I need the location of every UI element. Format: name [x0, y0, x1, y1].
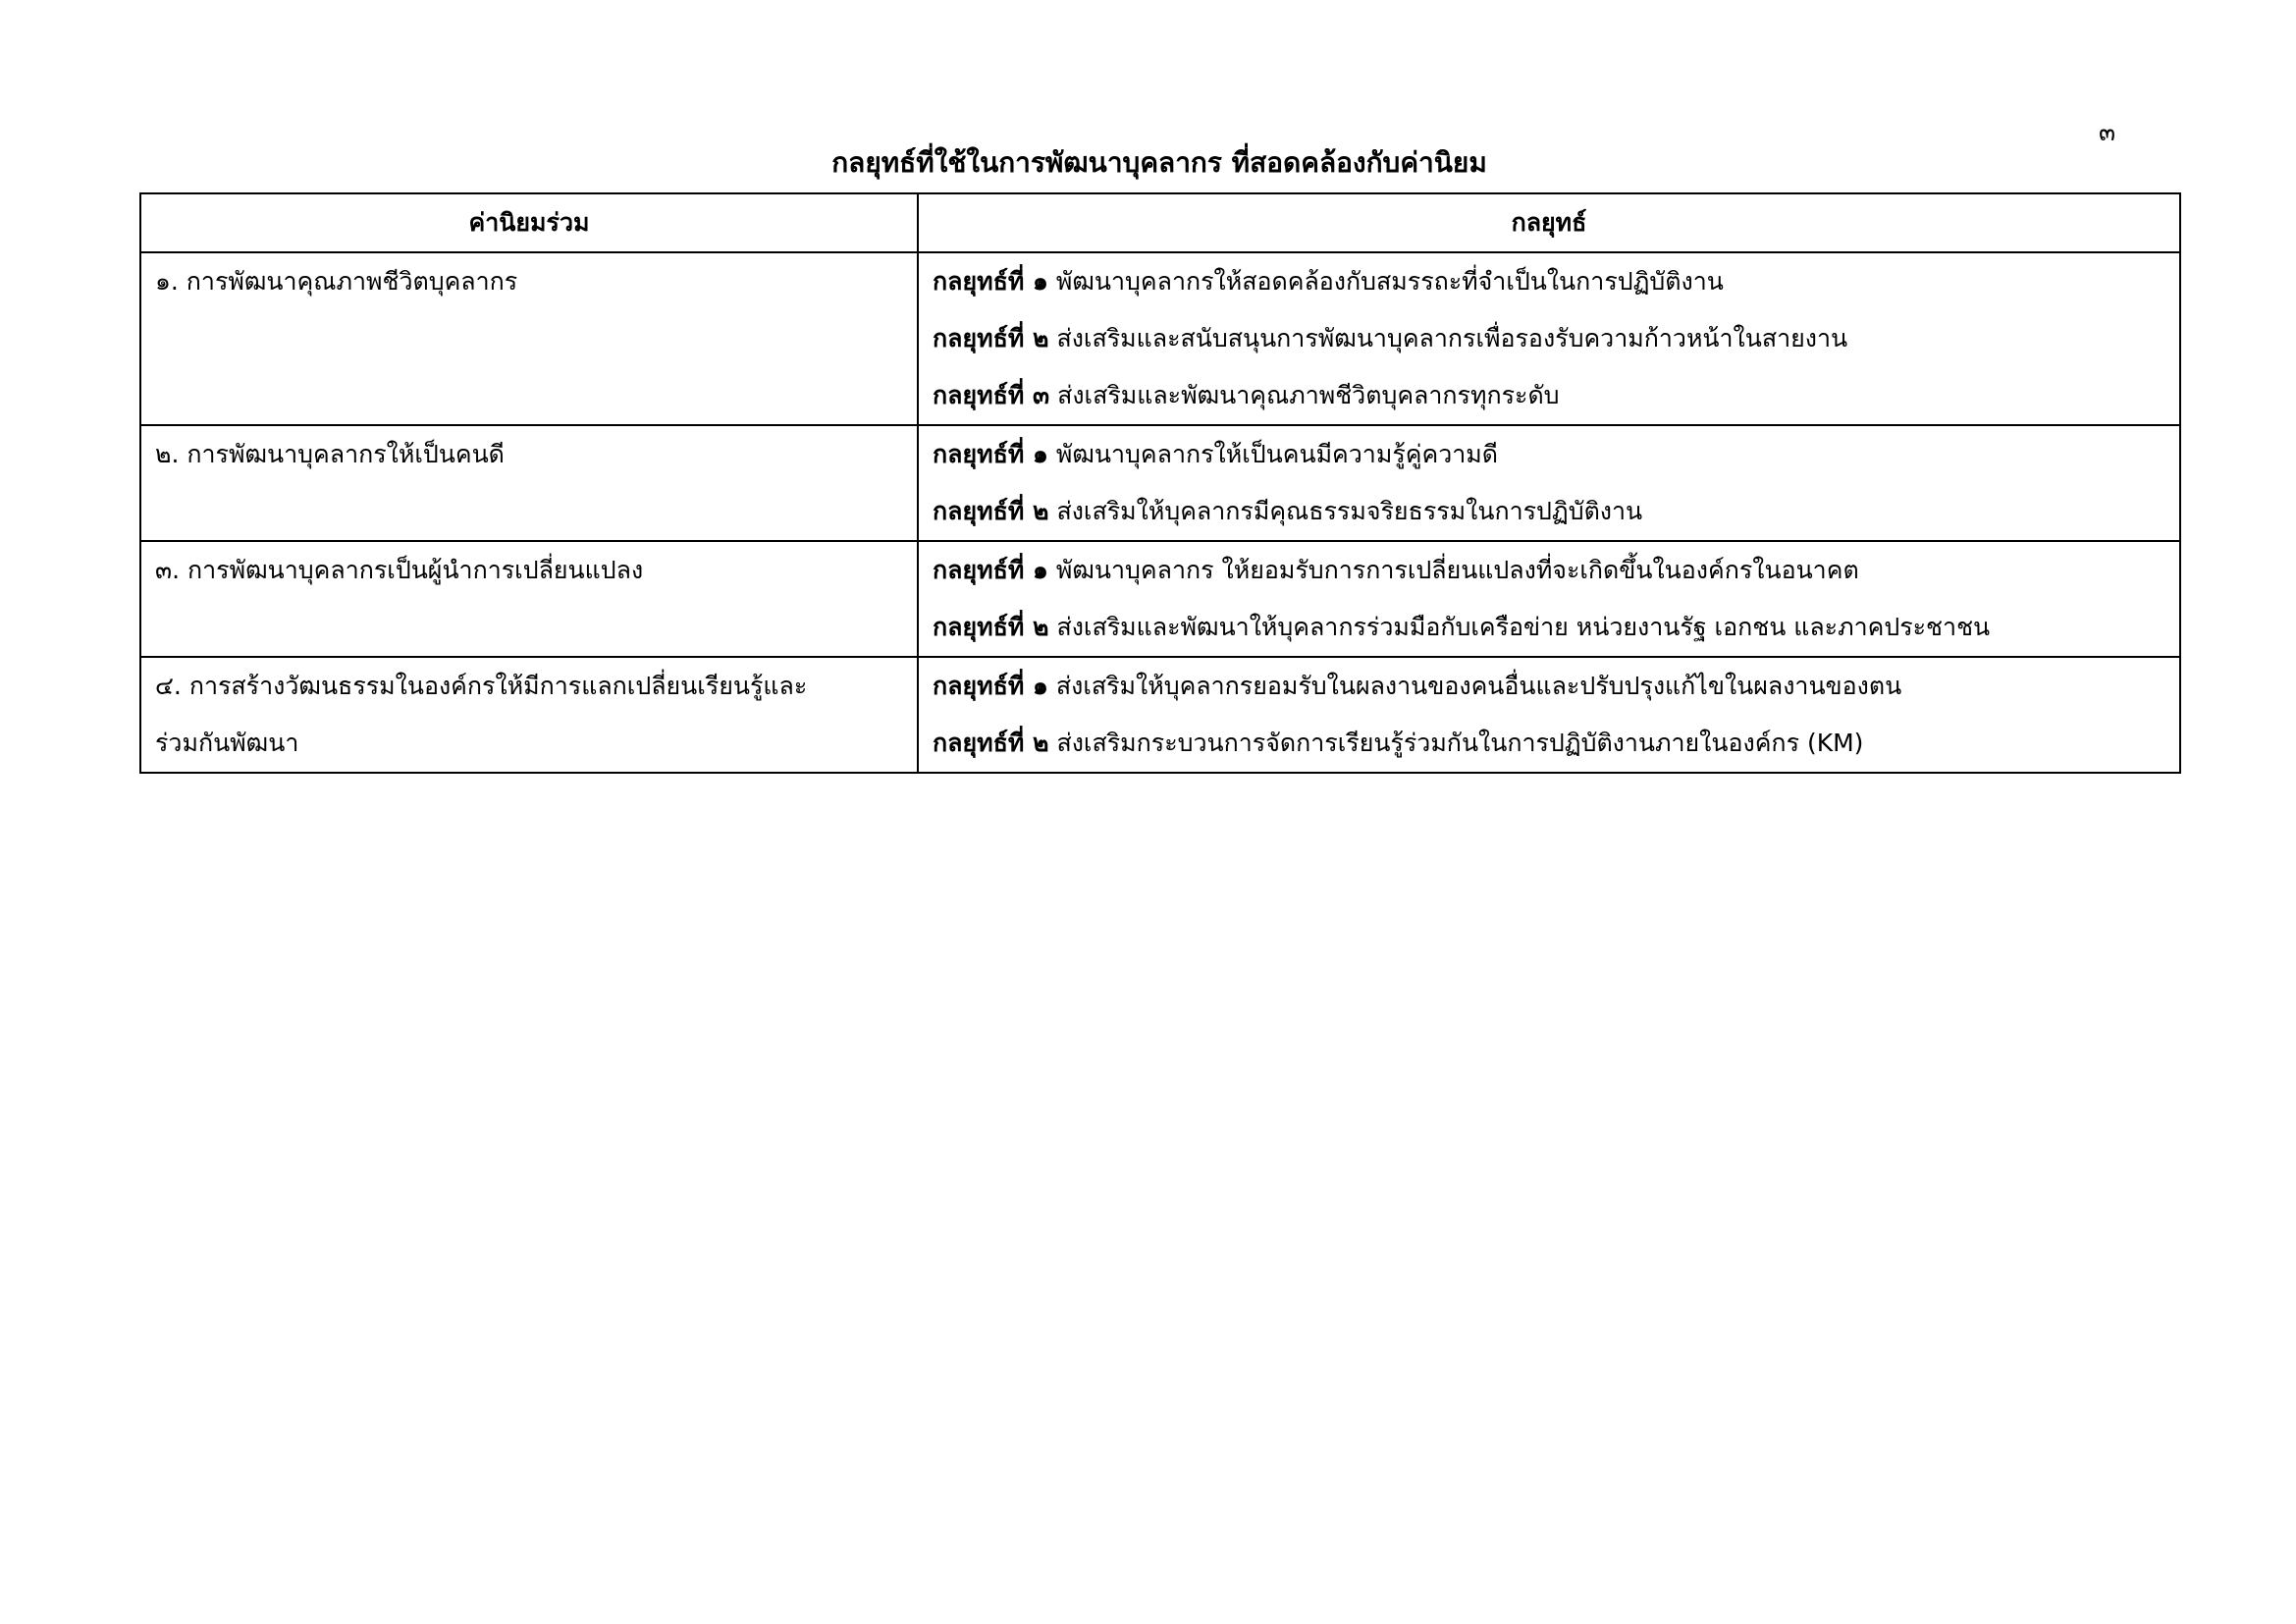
- shared-value-cell: [140, 541, 918, 657]
- page-number: ๓: [2099, 118, 2116, 146]
- strategy-text: ส่งเสริมและพัฒนาคุณภาพชีวิตบุคลากรทุกระดับ: [1049, 381, 1560, 409]
- strategy-line: [933, 715, 2165, 772]
- shared-value-cell: [140, 425, 918, 541]
- shared-value-cell: [140, 252, 918, 425]
- table-row: [140, 425, 2180, 541]
- table-row: [140, 252, 2180, 425]
- strategy-text: ส่งเสริมกระบวนการจัดการเรียนรู้ร่วมกันในการปฏิบัติงานภายในองค์กร (KM): [1048, 729, 1864, 757]
- table-row: [140, 541, 2180, 657]
- strategies-cell: [918, 252, 2180, 425]
- header-strategies: กลยุทธ์: [918, 193, 2180, 252]
- strategy-text: ส่งเสริมและสนับสนุนการพัฒนาบุคลากรเพื่อรองรับความก้าวหน้าในสายงาน: [1048, 324, 1848, 352]
- strategy-number: กลยุทธ์ที่ ๑: [933, 556, 1048, 584]
- strategy-number: กลยุทธ์ที่ ๒: [933, 729, 1049, 757]
- strategy-line: [933, 253, 2165, 310]
- shared-value-cell: [140, 657, 918, 773]
- shared-value-text: ๒. การพัฒนาบุคลากรให้เป็นคนดี: [155, 440, 505, 468]
- shared-value-text: ๓. การพัฒนาบุคลากรเป็นผู้นำการเปลี่ยนแปลง: [155, 556, 644, 584]
- shared-value-text: ร่วมกันพัฒนา: [155, 729, 299, 757]
- strategy-line: [933, 658, 2165, 715]
- values-strategies-table: [139, 192, 2181, 774]
- strategy-number: กลยุทธ์ที่ ๒: [933, 324, 1049, 352]
- shared-value-text: ๑. การพัฒนาคุณภาพชีวิตบุคลากร: [155, 267, 518, 296]
- strategy-text: พัฒนาบุคลากรให้เป็นคนมีความรู้คู่ความดี: [1047, 440, 1498, 468]
- table-row: [140, 657, 2180, 773]
- strategy-line: [933, 483, 2165, 540]
- strategy-number: กลยุทธ์ที่ ๒: [933, 613, 1049, 641]
- strategy-text: ส่งเสริมและพัฒนาให้บุคลากรร่วมมือกับเครือข่าย หน่วยงานรัฐ เอกชน และภาคประชาชน: [1048, 613, 1991, 641]
- strategy-line: [933, 367, 2165, 424]
- shared-value-text: ๔. การสร้างวัฒนธรรมในองค์กรให้มีการแลกเปลี่ยนเรียนรู้และ: [155, 672, 808, 700]
- table-header-row: [140, 193, 2180, 252]
- strategy-line: [933, 310, 2165, 367]
- strategy-number: กลยุทธ์ที่ ๑: [933, 672, 1048, 700]
- header-shared-values: ค่านิยมร่วม: [140, 193, 918, 252]
- strategy-number: กลยุทธ์ที่ ๒: [933, 497, 1049, 525]
- strategy-number: กลยุทธ์ที่ ๑: [933, 267, 1048, 296]
- strategy-text: พัฒนาบุคลากร ให้ยอมรับการการเปลี่ยนแปลงที่จะเกิดขึ้นในองค์กรในอนาคต: [1047, 556, 1859, 584]
- strategies-cell: [918, 657, 2180, 773]
- strategy-text: ส่งเสริมให้บุคลากรมีคุณธรรมจริยธรรมในการปฏิบัติงาน: [1048, 497, 1643, 525]
- page-title: กลยุทธ์ที่ใช้ในการพัฒนาบุคลากร ที่สอดคล้องกับค่านิยม: [831, 146, 1487, 179]
- strategies-cell: [918, 541, 2180, 657]
- strategy-line: [933, 599, 2165, 656]
- strategy-line: [933, 542, 2165, 599]
- strategies-cell: [918, 425, 2180, 541]
- strategy-text: พัฒนาบุคลากรให้สอดคล้องกับสมรรถะที่จำเป็นในการปฏิบัติงาน: [1047, 267, 1724, 296]
- strategy-number: กลยุทธ์ที่ ๑: [933, 440, 1048, 468]
- strategy-number: กลยุทธ์ที่ ๓: [933, 381, 1050, 409]
- strategy-line: [933, 426, 2165, 483]
- strategy-text: ส่งเสริมให้บุคลากรยอมรับในผลงานของคนอื่นและปรับปรุงแก้ไขในผลงานของตน: [1047, 672, 1902, 700]
